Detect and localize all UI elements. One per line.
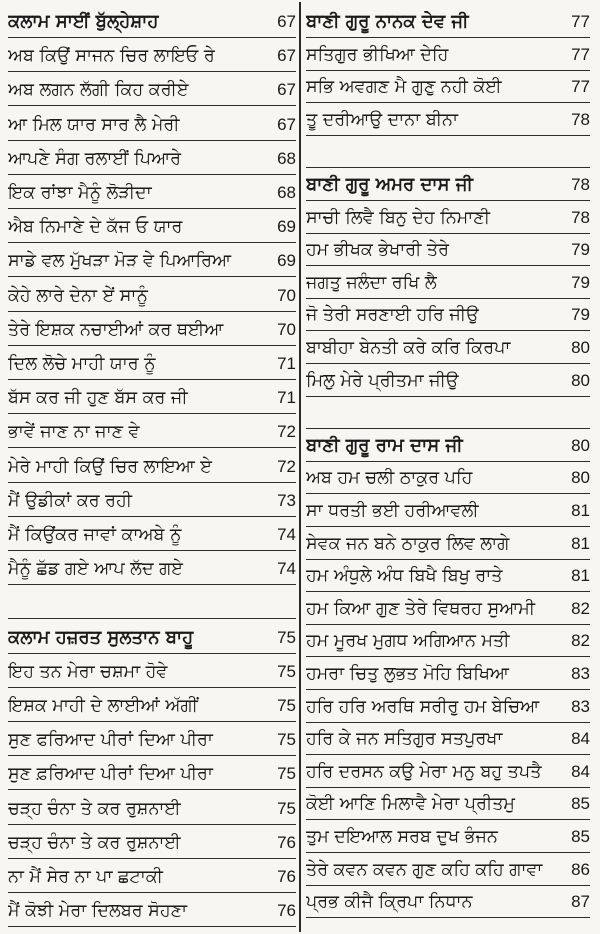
entry-title: ਮਿਲੁ ਮੇਰੇ ਪ੍ਰੀਤਮਾ ਜੀਉ xyxy=(306,370,459,391)
entry-title: ਨਾ ਮੈਂ ਸੇਰ ਨਾ ਪਾ ਛਟਾਕੀ xyxy=(8,867,163,887)
entry-title: ਜੋ ਤੇਰੀ ਸਰਣਾਈ ਹਰਿ ਜੀਉ xyxy=(306,305,479,326)
entry-title: ਮੈਂ ਕੋਝੀ ਮੇਰਾ ਦਿਲਬਰ ਸੋਹਣਾ xyxy=(8,901,187,922)
page-number: 78 xyxy=(571,175,590,194)
page-number: 80 xyxy=(571,468,590,488)
toc-entry xyxy=(8,688,296,722)
page-number: 70 xyxy=(277,285,296,305)
page-number: 71 xyxy=(277,388,296,408)
entry-title: ਮੈਂ ਉਡੀਕਾਂ ਕਰ ਰਹੀ xyxy=(8,490,133,511)
entry-title: ਮੈਨੂੰ ਛੱਡ ਗਏ ਆਪ ਲੱਦ ਗਏ xyxy=(8,559,183,580)
page-number xyxy=(266,614,296,618)
entry-title: ਹਰਿ ਹਰਿ ਅਰਥਿ ਸਰੀਰੁ ਹਮ ਬੇਚਿਆ xyxy=(306,696,540,717)
entry-title: ਹਮ ਅੰਧੁਲੇ ਅੰਧ ਬਿਖੈ ਬਿਖੁ ਰਾਤੇ xyxy=(306,566,503,587)
toc-entry xyxy=(306,721,590,755)
left-column xyxy=(8,0,296,934)
section-heading xyxy=(306,428,590,462)
page-number: 69 xyxy=(277,217,296,237)
entry-title: ਤੇਰੇ ਇਸ਼ਕ ਨਚਾਈਆਂ ਕਰ ਥਈਆ xyxy=(8,319,224,340)
entry-title: ਹਮ ਮੂਰਖ ਮੁਗਧ ਅਗਿਆਨ ਮਤੀ xyxy=(306,631,510,652)
page-number: 76 xyxy=(277,901,296,921)
page-number: 75 xyxy=(277,764,296,784)
page-number: 87 xyxy=(571,892,590,912)
toc-entry xyxy=(8,175,296,209)
toc-entry xyxy=(306,330,590,364)
right-column xyxy=(306,0,590,934)
toc-entry xyxy=(306,884,590,918)
toc-entry xyxy=(8,722,296,756)
entry-title: ਸਤਿਗੁਰ ਭੀਖਿਆ ਦੇਹਿ xyxy=(306,44,449,65)
page-number: 84 xyxy=(571,761,590,781)
toc-entry xyxy=(8,141,296,175)
toc-entry xyxy=(8,517,296,551)
entry-title: ਚੜ੍ਹ ਚੰਨਾ ਤੇ ਕਰ ਰੁਸ਼ਨਾਈ xyxy=(8,798,181,819)
page-number: 75 xyxy=(277,696,296,715)
toc-entry xyxy=(306,656,590,690)
entry-title: ਐਬ ਨਿਮਾਣੇ ਦੇ ਕੱਜ ਓ ਯਾਰ xyxy=(8,217,183,238)
section-heading xyxy=(306,4,590,38)
section-heading xyxy=(8,4,296,38)
toc-entry xyxy=(306,754,590,788)
section-heading xyxy=(8,620,296,654)
entry-title: ਭਾਵੇਂ ਜਾਣ ਨਾ ਜਾਣ ਵੇ xyxy=(8,422,140,443)
entry-title: ਕੋਈ ਆਣਿ ਮਿਲਾਵੈ ਮੇਰਾ ਪ੍ਰੀਤਮੁ xyxy=(306,794,515,815)
entry-title: ਤੁਮ ਦਇਆਲ ਸਰਬ ਦੁਖ ਭੰਜਨ xyxy=(306,827,498,847)
toc-entry xyxy=(306,526,590,560)
toc-entry xyxy=(306,819,590,853)
column-divider xyxy=(299,2,301,932)
toc-entry xyxy=(8,243,296,277)
page-number: 75 xyxy=(277,661,296,681)
toc-entry xyxy=(8,551,296,585)
page-number: 80 xyxy=(571,370,590,390)
entry-title: ਚੜ੍ਹ ਚੰਨਾ ਤੇ ਕਰ ਰੁਸ਼ਨਾਈ xyxy=(8,832,181,853)
entry-title: ਆਪਣੇ ਸੰਗ ਰਲਾਈਂ ਪਿਆਰੇ xyxy=(8,148,181,169)
page-number: 82 xyxy=(571,598,590,618)
page-number: 76 xyxy=(277,867,296,886)
toc-entry xyxy=(8,859,296,893)
entry-title: ਬਾਣੀ ਗੁਰੂ ਨਾਨਕ ਦੇਵ ਜੀ xyxy=(306,11,469,32)
toc-entry xyxy=(8,791,296,825)
toc-entry xyxy=(306,591,590,625)
entry-title: ਤੇਰੇ ਕਵਨ ਕਵਨ ਗੁਣ ਕਹਿ ਕਹਿ ਗਾਵਾ xyxy=(306,859,543,880)
entry-title: ਤੂ ਦਰੀਆਉ ਦਾਨਾ ਬੀਨਾ xyxy=(306,109,458,130)
page-number: 78 xyxy=(571,109,590,129)
toc-entry xyxy=(306,265,590,299)
page-number: 77 xyxy=(571,77,590,97)
toc-entry xyxy=(306,786,590,820)
page-number: 78 xyxy=(571,207,590,227)
toc-entry xyxy=(306,558,590,592)
page-number: 80 xyxy=(571,435,590,455)
toc-entry xyxy=(8,483,296,517)
entry-title: ਪ੍ਰਭ ਕੀਜੈ ਕ੍ਰਿਪਾ ਨਿਧਾਨ xyxy=(306,892,473,913)
toc-entry xyxy=(306,363,590,397)
entry-title: ਸਭਿ ਅਵਗਣ ਮੈ ਗੁਣੁ ਨਹੀ ਕੋਈ xyxy=(306,77,502,98)
page-number: 71 xyxy=(277,354,296,373)
entry-title: ਮੇਰੇ ਮਾਹੀ ਕਿਉਂ ਚਿਰ ਲਾਇਆ ਏ xyxy=(8,456,212,477)
page-number: 68 xyxy=(277,183,296,202)
entry-title: ਬਾਬੀਹਾ ਬੇਨਤੀ ਕਰੇ ਕਰਿ ਕਿਰਪਾ xyxy=(306,338,511,358)
page-number: 69 xyxy=(277,251,296,271)
toc-entry xyxy=(8,312,296,346)
page-number: 80 xyxy=(571,338,590,357)
toc-entry xyxy=(8,38,296,72)
entry-title: ਇਕ ਰਾਂਝਾ ਮੈਨੂੰ ਲੋੜੀਦਾ xyxy=(8,183,152,203)
toc-entry xyxy=(306,200,590,234)
toc-entry xyxy=(8,893,296,927)
entry-title: ਬਾਣੀ ਗੁਰੂ ਅਮਰ ਦਾਸ ਜੀ xyxy=(306,174,473,195)
toc-entry xyxy=(8,825,296,859)
page-number: 75 xyxy=(277,627,296,647)
entry-title: ਕੇਹੇ ਲਾਰੇ ਦੇਨਾ ਏਂ ਸਾਨੂੰ xyxy=(8,285,148,306)
toc-entry xyxy=(8,209,296,243)
entry-title: ਹਮ ਕਿਆ ਗੁਣ ਤੇਰੇ ਵਿਥਰਹ ਸੁਆਮੀ xyxy=(306,598,536,619)
entry-title: ਆ ਮਿਲ ਯਾਰ ਸਾਰ ਲੈ ਮੇਰੀ xyxy=(8,114,180,135)
entry-title: ਹਰਿ ਕੇ ਜਨ ਸਤਿਗੁਰ ਸਤਪੁਰਖਾ xyxy=(306,729,503,750)
entry-title: ਦਿਲ ਲੋਚੇ ਮਾਹੀ ਯਾਰ ਨੂੰ xyxy=(8,354,156,374)
page-number: 67 xyxy=(277,80,296,100)
entry-title: ਸਾਚੀ ਲਿਵੈ ਬਿਨੁ ਦੇਹ ਨਿਮਾਣੀ xyxy=(306,207,490,228)
page-number: 72 xyxy=(277,422,296,442)
entry-title: ਕਲਾਮ ਸਾਈਂ ਬੁੱਲ੍ਹੇਸ਼ਾਹ xyxy=(8,11,159,32)
entry-title: ਇਸ਼ਕ ਮਾਹੀ ਦੇ ਲਾਈਆਂ ਅੱਗੀਂ xyxy=(8,696,198,716)
entry-title: ਇਹ ਤਨ ਮੇਰਾ ਚਸ਼ਮਾ ਹੋਵੇ xyxy=(8,661,168,682)
page-number: 85 xyxy=(571,827,590,846)
toc-entry xyxy=(306,297,590,331)
toc-entry xyxy=(306,493,590,527)
toc-entry xyxy=(8,346,296,380)
entry-title: ਸੁਣ ਫ਼ਰਿਆਦ ਪੀਰਾਂ ਦਿਆ ਪੀਰਾ xyxy=(8,764,213,785)
toc-entry xyxy=(8,278,296,312)
page-number: 81 xyxy=(571,533,590,553)
page-number: 67 xyxy=(277,46,296,66)
page-number: 72 xyxy=(277,456,296,476)
entry-title: ਹਮ ਭੀਖਕ ਭੇਖਾਰੀ ਤੇਰੇ xyxy=(306,240,449,261)
toc-entry xyxy=(306,852,590,886)
page-number: 77 xyxy=(571,44,590,64)
page-number: 82 xyxy=(571,631,590,651)
page-number: 75 xyxy=(277,730,296,750)
entry-title: ਕਲਾਮ ਹਜ਼ਰਤ ਸੁਲਤਾਨ ਬਾਹੂ xyxy=(8,626,194,648)
toc-entry xyxy=(8,380,296,414)
entry-title: ਅਬ ਕਿਉਂ ਸਾਜਨ ਚਿਰ ਲਾਇਓ ਰੇ xyxy=(8,46,215,67)
entry-title: ਸੇਵਕ ਜਨ ਬਨੇ ਠਾਕੁਰ ਲਿਵ ਲਾਗੇ xyxy=(306,533,510,554)
toc-entry xyxy=(306,623,590,657)
page-number: 70 xyxy=(277,319,296,339)
toc-entry xyxy=(8,72,296,106)
section-heading xyxy=(306,167,590,201)
page-number: 74 xyxy=(277,559,296,579)
toc-entry xyxy=(8,654,296,688)
page-number: 85 xyxy=(571,794,590,814)
toc-entry xyxy=(306,69,590,103)
toc-entry xyxy=(8,756,296,790)
entry-title: ਸੁਣ ਫਰਿਆਦ ਪੀਰਾਂ ਦਿਆ ਪੀਰਾ xyxy=(8,730,213,751)
spacer-row xyxy=(306,134,590,168)
page-number: 81 xyxy=(571,501,590,520)
entry-title: ਸਾਡੇ ਵਲ ਮੁੱਖੜਾ ਮੋੜ ਵੇ ਪਿਆਰਿਆ xyxy=(8,251,232,272)
toc-entry xyxy=(8,414,296,448)
page-number: 73 xyxy=(277,490,296,510)
page-number: 68 xyxy=(277,148,296,168)
entry-title: ਜਗਤੁ ਜਲੰਦਾ ਰਖਿ ਲੈ xyxy=(306,272,437,293)
toc-entry xyxy=(306,689,590,723)
spacer-row xyxy=(8,585,296,619)
entry-title: ਬੱਸ ਕਰ ਜੀ ਹੁਣ ਬੱਸ ਕਰ ਜੀ xyxy=(8,388,188,409)
toc-entry xyxy=(8,449,296,483)
page-number: 83 xyxy=(571,664,590,683)
page-number: 83 xyxy=(571,696,590,716)
page-number: 75 xyxy=(277,798,296,818)
entry-title: ਅਬ ਹਮ ਚਲੀ ਠਾਕੁਰ ਪਹਿ xyxy=(306,468,473,489)
toc-entry xyxy=(306,37,590,71)
spacer-row xyxy=(306,395,590,429)
page-number: 67 xyxy=(277,12,296,31)
entry-title: ਹਮਰਾ ਚਿਤੁ ਲੁਭਤ ਮੋਹਿ ਬਿਖਿਆ xyxy=(306,664,509,684)
entry-title: ਸਾ ਧਰਤੀ ਭਈ ਹਰੀਆਵਲੀ xyxy=(306,501,479,521)
entry-title: ਹਰਿ ਦਰਸਨ ਕਉ ਮੇਰਾ ਮਨੁ ਬਹੁ ਤਪਤੈ xyxy=(306,761,542,782)
page-number: 74 xyxy=(277,525,296,544)
page-number: 76 xyxy=(277,832,296,852)
toc-entry xyxy=(306,232,590,266)
toc-entry xyxy=(8,107,296,141)
entry-title: ਬਾਣੀ ਗੁਰੂ ਰਾਮ ਦਾਸ ਜੀ xyxy=(306,434,463,456)
toc-entry xyxy=(306,102,590,136)
entry-title xyxy=(8,614,266,618)
page-number: 79 xyxy=(571,272,590,292)
page-number: 86 xyxy=(571,859,590,879)
toc-entry xyxy=(306,460,590,494)
entry-title: ਮੈਂ ਕਿਉਂਕਰ ਜਾਵਾਂ ਕਾਅਬੇ ਨੂੰ xyxy=(8,525,182,545)
page-number: 84 xyxy=(571,729,590,749)
page-number: 77 xyxy=(571,12,590,31)
page-number: 79 xyxy=(571,305,590,325)
entry-title: ਅਬ ਲਗਨ ਲੱਗੀ ਕਿਹ ਕਰੀਏ xyxy=(8,80,189,101)
page-number: 79 xyxy=(571,240,590,260)
page-number: 81 xyxy=(571,566,590,586)
page-number: 67 xyxy=(277,114,296,134)
